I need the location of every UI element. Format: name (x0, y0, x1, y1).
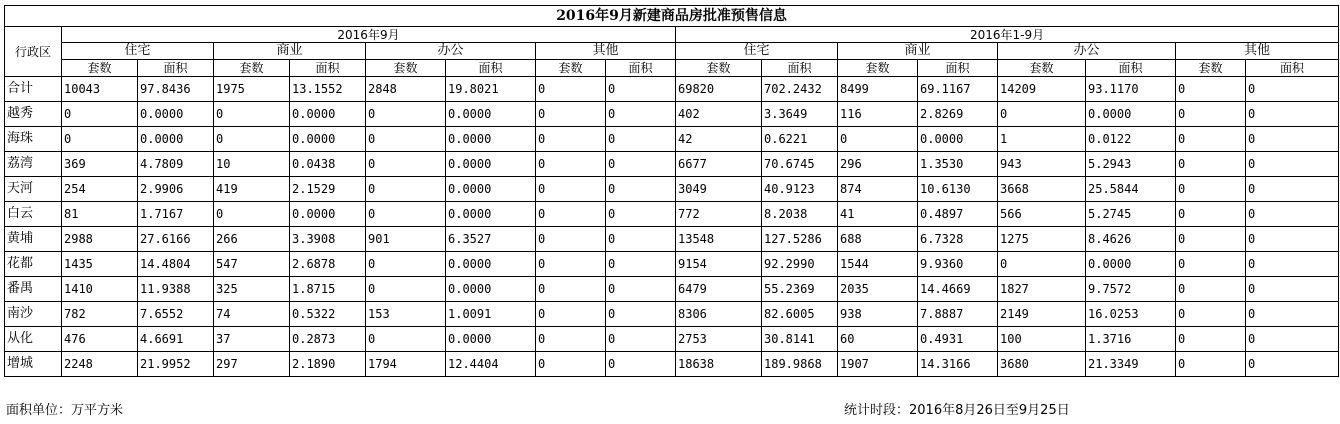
data-cell[interactable]: 0 (366, 252, 446, 277)
data-cell[interactable]: 100 (998, 327, 1086, 352)
data-cell[interactable]: 3668 (998, 177, 1086, 202)
data-cell[interactable]: 1.7167 (138, 202, 214, 227)
table-row (5, 127, 1339, 152)
data-cell[interactable]: 874 (838, 177, 918, 202)
data-cell[interactable]: 127.5286 (762, 227, 838, 252)
data-cell[interactable]: 0 (536, 277, 606, 302)
data-cell[interactable]: 5.2745 (1086, 202, 1176, 227)
data-cell[interactable]: 0 (606, 177, 676, 202)
data-cell[interactable]: 153 (366, 302, 446, 327)
data-cell[interactable]: 0 (606, 327, 676, 352)
district-cell[interactable]: 合计 (5, 77, 62, 102)
metric-header-area: 面积 (762, 60, 838, 77)
data-cell[interactable]: 2149 (998, 302, 1086, 327)
category-header-commercial: 商业 (838, 43, 998, 60)
data-cell[interactable]: 2.1890 (290, 352, 366, 377)
data-cell[interactable]: 40.9123 (762, 177, 838, 202)
metric-header-area: 面积 (1086, 60, 1176, 77)
data-cell[interactable]: 0 (62, 127, 138, 152)
data-cell[interactable]: 0.2873 (290, 327, 366, 352)
data-cell[interactable]: 369 (62, 152, 138, 177)
data-cell[interactable]: 8306 (676, 302, 762, 327)
data-cell[interactable]: 0.4897 (918, 202, 998, 227)
data-cell[interactable]: 2.1529 (290, 177, 366, 202)
data-cell[interactable]: 688 (838, 227, 918, 252)
data-cell[interactable]: 296 (838, 152, 918, 177)
data-cell[interactable]: 0 (1176, 152, 1246, 177)
data-cell[interactable]: 547 (214, 252, 290, 277)
metric-header-area: 面积 (918, 60, 998, 77)
data-cell[interactable]: 14209 (998, 77, 1086, 102)
data-cell[interactable]: 0 (366, 152, 446, 177)
metric-header-units: 套数 (838, 60, 918, 77)
data-cell[interactable]: 93.1170 (1086, 77, 1176, 102)
data-cell[interactable]: 0 (606, 127, 676, 152)
data-cell[interactable]: 116 (838, 102, 918, 127)
data-cell[interactable]: 0 (606, 227, 676, 252)
table-row (5, 302, 1339, 327)
period-note: 统计时段：2016年8月26日至9月25日 (844, 403, 1070, 418)
metric-header-area: 面积 (446, 60, 536, 77)
table-row (5, 202, 1339, 227)
district-cell[interactable]: 海珠 (5, 127, 62, 152)
data-cell[interactable]: 1794 (366, 352, 446, 377)
data-cell[interactable]: 0 (1176, 302, 1246, 327)
data-cell[interactable]: 0.0000 (446, 152, 536, 177)
data-cell[interactable]: 30.8141 (762, 327, 838, 352)
data-cell[interactable]: 55.2369 (762, 277, 838, 302)
data-cell[interactable]: 0.0000 (446, 252, 536, 277)
data-cell[interactable]: 0 (1246, 327, 1339, 352)
data-cell[interactable]: 18638 (676, 352, 762, 377)
data-cell[interactable]: 772 (676, 202, 762, 227)
data-cell[interactable]: 6479 (676, 277, 762, 302)
district-cell[interactable]: 黄埔 (5, 227, 62, 252)
data-cell[interactable]: 60 (838, 327, 918, 352)
data-cell[interactable]: 0.0000 (918, 127, 998, 152)
category-header-residential: 住宅 (676, 43, 838, 60)
data-cell[interactable]: 0.0438 (290, 152, 366, 177)
data-cell[interactable]: 702.2432 (762, 77, 838, 102)
district-cell[interactable]: 天河 (5, 177, 62, 202)
category-header-residential: 住宅 (62, 43, 214, 60)
table-row (5, 227, 1339, 252)
data-cell[interactable]: 0 (1176, 177, 1246, 202)
data-cell[interactable]: 10 (214, 152, 290, 177)
data-cell[interactable]: 21.3349 (1086, 352, 1176, 377)
data-cell[interactable]: 0 (536, 327, 606, 352)
metric-header-area: 面积 (1246, 60, 1339, 77)
data-cell[interactable]: 0 (1246, 77, 1339, 102)
category-header-other: 其他 (1176, 43, 1339, 60)
data-cell[interactable]: 0.0000 (290, 102, 366, 127)
district-cell[interactable]: 白云 (5, 202, 62, 227)
data-cell[interactable]: 1275 (998, 227, 1086, 252)
data-cell[interactable]: 2753 (676, 327, 762, 352)
category-header-office: 办公 (998, 43, 1176, 60)
data-cell[interactable]: 0 (536, 152, 606, 177)
data-cell[interactable]: 0 (1176, 102, 1246, 127)
data-cell[interactable]: 0 (62, 102, 138, 127)
data-cell[interactable]: 92.2990 (762, 252, 838, 277)
data-cell[interactable]: 0.0000 (290, 127, 366, 152)
data-cell[interactable]: 0.0000 (1086, 252, 1176, 277)
data-cell[interactable]: 0 (366, 202, 446, 227)
data-cell[interactable]: 0 (366, 102, 446, 127)
data-cell[interactable]: 0 (606, 102, 676, 127)
data-cell[interactable]: 7.6552 (138, 302, 214, 327)
table-row (5, 177, 1339, 202)
data-cell[interactable]: 0 (1176, 127, 1246, 152)
data-cell[interactable]: 74 (214, 302, 290, 327)
data-cell[interactable]: 0 (214, 127, 290, 152)
data-cell[interactable]: 3.3649 (762, 102, 838, 127)
data-cell[interactable]: 0 (1246, 152, 1339, 177)
table-row (5, 277, 1339, 302)
data-cell[interactable]: 0.0000 (290, 202, 366, 227)
data-cell[interactable]: 566 (998, 202, 1086, 227)
data-cell[interactable]: 19.8021 (446, 77, 536, 102)
data-cell[interactable]: 0 (1176, 202, 1246, 227)
data-cell[interactable]: 0.0000 (1086, 102, 1176, 127)
data-cell[interactable]: 2848 (366, 77, 446, 102)
data-cell[interactable]: 0.4931 (918, 327, 998, 352)
period-header-ytd: 2016年1-9月 (676, 27, 1339, 43)
data-cell[interactable]: 3680 (998, 352, 1086, 377)
data-cell[interactable]: 0.0000 (446, 327, 536, 352)
data-cell[interactable]: 42 (676, 127, 762, 152)
data-cell[interactable]: 13548 (676, 227, 762, 252)
data-cell[interactable]: 0.0000 (446, 177, 536, 202)
data-cell[interactable]: 1544 (838, 252, 918, 277)
data-cell[interactable]: 0 (1176, 77, 1246, 102)
metric-header-units: 套数 (62, 60, 138, 77)
data-cell[interactable]: 9154 (676, 252, 762, 277)
data-cell[interactable]: 8.4626 (1086, 227, 1176, 252)
data-cell[interactable]: 37 (214, 327, 290, 352)
data-cell[interactable]: 97.8436 (138, 77, 214, 102)
category-header-commercial: 商业 (214, 43, 366, 60)
data-cell[interactable]: 0 (1246, 202, 1339, 227)
data-cell[interactable]: 1.3716 (1086, 327, 1176, 352)
metric-header-units: 套数 (536, 60, 606, 77)
data-cell[interactable]: 13.1552 (290, 77, 366, 102)
table-row (5, 77, 1339, 102)
data-cell[interactable]: 0 (1246, 102, 1339, 127)
data-cell[interactable]: 0.0122 (1086, 127, 1176, 152)
data-cell[interactable]: 0 (1246, 252, 1339, 277)
table-row (5, 102, 1339, 127)
data-cell[interactable]: 14.4669 (918, 277, 998, 302)
data-cell[interactable]: 0 (536, 127, 606, 152)
presale-table (4, 5, 1339, 377)
district-cell[interactable]: 花都 (5, 252, 62, 277)
table-row (5, 327, 1339, 352)
data-cell[interactable]: 0.6221 (762, 127, 838, 152)
metric-header-units: 套数 (676, 60, 762, 77)
data-cell[interactable]: 0 (536, 302, 606, 327)
data-cell[interactable]: 27.6166 (138, 227, 214, 252)
data-cell[interactable]: 16.0253 (1086, 302, 1176, 327)
data-cell[interactable]: 0 (536, 102, 606, 127)
data-cell[interactable]: 1.3530 (918, 152, 998, 177)
district-cell[interactable]: 越秀 (5, 102, 62, 127)
data-cell[interactable]: 8499 (838, 77, 918, 102)
district-cell[interactable]: 荔湾 (5, 152, 62, 177)
data-cell[interactable]: 0 (536, 227, 606, 252)
data-cell[interactable]: 0 (1246, 127, 1339, 152)
data-cell[interactable]: 0 (1246, 302, 1339, 327)
data-cell[interactable]: 0 (366, 327, 446, 352)
data-cell[interactable]: 69.1167 (918, 77, 998, 102)
data-cell[interactable]: 189.9868 (762, 352, 838, 377)
data-cell[interactable]: 0 (366, 127, 446, 152)
metric-header-units: 套数 (1176, 60, 1246, 77)
data-cell[interactable]: 0 (606, 152, 676, 177)
data-cell[interactable]: 81 (62, 202, 138, 227)
data-cell[interactable]: 12.4404 (446, 352, 536, 377)
category-header-office: 办公 (366, 43, 536, 60)
district-column-header: 行政区 (5, 27, 62, 77)
metric-header-area: 面积 (290, 60, 366, 77)
data-cell[interactable]: 25.5844 (1086, 177, 1176, 202)
data-cell[interactable]: 419 (214, 177, 290, 202)
data-cell[interactable]: 0 (606, 77, 676, 102)
data-cell[interactable]: 0 (536, 252, 606, 277)
data-cell[interactable]: 2.6878 (290, 252, 366, 277)
data-cell[interactable]: 901 (366, 227, 446, 252)
data-cell[interactable]: 0 (214, 202, 290, 227)
data-cell[interactable]: 0 (214, 102, 290, 127)
data-cell[interactable]: 0 (1176, 227, 1246, 252)
data-cell[interactable]: 14.3166 (918, 352, 998, 377)
data-cell[interactable]: 0.0000 (446, 127, 536, 152)
district-cell[interactable]: 增城 (5, 352, 62, 377)
data-cell[interactable]: 8.2038 (762, 202, 838, 227)
table-row (5, 252, 1339, 277)
data-cell[interactable]: 3049 (676, 177, 762, 202)
metric-header-area: 面积 (138, 60, 214, 77)
data-cell[interactable]: 0.0000 (446, 202, 536, 227)
data-cell[interactable]: 14.4804 (138, 252, 214, 277)
data-cell[interactable]: 938 (838, 302, 918, 327)
data-cell[interactable]: 5.2943 (1086, 152, 1176, 177)
table-row (5, 152, 1339, 177)
data-cell[interactable]: 0 (606, 202, 676, 227)
data-cell[interactable]: 402 (676, 102, 762, 127)
data-cell[interactable]: 0 (1246, 352, 1339, 377)
metric-header-units: 套数 (214, 60, 290, 77)
period-header-monthly: 2016年9月 (62, 27, 676, 43)
data-cell[interactable]: 476 (62, 327, 138, 352)
data-cell[interactable]: 943 (998, 152, 1086, 177)
data-cell[interactable]: 0 (1176, 352, 1246, 377)
data-cell[interactable]: 69820 (676, 77, 762, 102)
data-cell[interactable]: 7.8887 (918, 302, 998, 327)
data-cell[interactable]: 782 (62, 302, 138, 327)
data-cell[interactable]: 0 (536, 352, 606, 377)
data-cell[interactable]: 82.6005 (762, 302, 838, 327)
data-cell[interactable]: 0 (1246, 277, 1339, 302)
data-cell[interactable]: 2248 (62, 352, 138, 377)
data-cell[interactable]: 1.8715 (290, 277, 366, 302)
data-cell[interactable]: 10.6130 (918, 177, 998, 202)
data-cell[interactable]: 1435 (62, 252, 138, 277)
data-cell[interactable]: 2.8269 (918, 102, 998, 127)
data-cell[interactable]: 0.0000 (446, 102, 536, 127)
data-cell[interactable]: 6.7328 (918, 227, 998, 252)
data-cell[interactable]: 1907 (838, 352, 918, 377)
data-cell[interactable]: 9.9360 (918, 252, 998, 277)
data-cell[interactable]: 0 (536, 202, 606, 227)
data-cell[interactable]: 297 (214, 352, 290, 377)
data-cell[interactable]: 0.0000 (446, 277, 536, 302)
data-cell[interactable]: 0 (1176, 327, 1246, 352)
data-cell[interactable]: 10043 (62, 77, 138, 102)
data-cell[interactable]: 1827 (998, 277, 1086, 302)
data-cell[interactable]: 0 (606, 352, 676, 377)
district-cell[interactable]: 番禺 (5, 277, 62, 302)
category-header-other: 其他 (536, 43, 676, 60)
data-cell[interactable]: 0 (606, 252, 676, 277)
data-cell[interactable]: 41 (838, 202, 918, 227)
district-cell[interactable]: 南沙 (5, 302, 62, 327)
data-cell[interactable]: 0 (366, 177, 446, 202)
data-cell[interactable]: 70.6745 (762, 152, 838, 177)
data-cell[interactable]: 0 (1176, 277, 1246, 302)
district-cell[interactable]: 从化 (5, 327, 62, 352)
data-cell[interactable]: 2035 (838, 277, 918, 302)
data-cell[interactable]: 0 (366, 277, 446, 302)
table-row (5, 352, 1339, 377)
data-cell[interactable]: 0.0000 (138, 127, 214, 152)
data-cell[interactable]: 0 (838, 127, 918, 152)
metric-header-units: 套数 (366, 60, 446, 77)
data-cell[interactable]: 254 (62, 177, 138, 202)
data-cell[interactable]: 1.0091 (446, 302, 536, 327)
data-cell[interactable]: 0 (998, 252, 1086, 277)
data-cell[interactable]: 2.9906 (138, 177, 214, 202)
data-cell[interactable]: 21.9952 (138, 352, 214, 377)
data-cell[interactable]: 0 (536, 177, 606, 202)
data-cell[interactable]: 0 (1176, 252, 1246, 277)
data-cell[interactable]: 3.3908 (290, 227, 366, 252)
data-cell[interactable]: 6677 (676, 152, 762, 177)
data-cell[interactable]: 2988 (62, 227, 138, 252)
data-cell[interactable]: 1410 (62, 277, 138, 302)
data-cell[interactable]: 0.5322 (290, 302, 366, 327)
metric-header-units: 套数 (998, 60, 1086, 77)
data-cell[interactable]: 4.6691 (138, 327, 214, 352)
data-cell[interactable]: 0.0000 (138, 102, 214, 127)
data-cell[interactable]: 1975 (214, 77, 290, 102)
data-cell[interactable]: 0 (1246, 227, 1339, 252)
data-cell[interactable]: 1 (998, 127, 1086, 152)
metric-header-area: 面积 (606, 60, 676, 77)
unit-note: 面积单位：万平方米 (6, 403, 124, 418)
data-cell[interactable]: 266 (214, 227, 290, 252)
table-title: 2016年9月新建商品房批准预售信息 (5, 6, 1339, 27)
data-cell[interactable]: 0 (536, 77, 606, 102)
data-cell[interactable]: 4.7809 (138, 152, 214, 177)
data-cell[interactable]: 0 (606, 277, 676, 302)
data-cell[interactable]: 0 (1246, 177, 1339, 202)
data-cell[interactable]: 11.9388 (138, 277, 214, 302)
data-cell[interactable]: 325 (214, 277, 290, 302)
data-cell[interactable]: 0 (998, 102, 1086, 127)
data-cell[interactable]: 6.3527 (446, 227, 536, 252)
data-cell[interactable]: 9.7572 (1086, 277, 1176, 302)
data-cell[interactable]: 0 (606, 302, 676, 327)
